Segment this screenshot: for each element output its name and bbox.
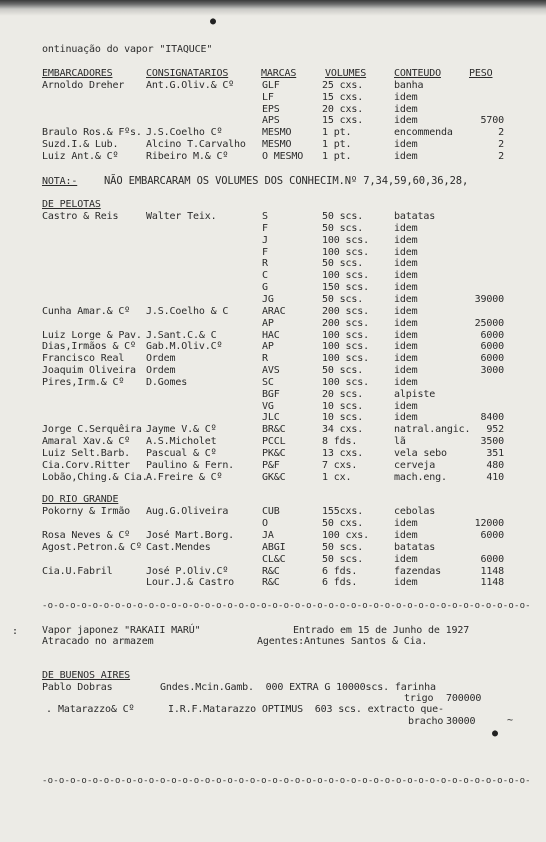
vessel-arrival: Entrado em 15 de Junho de 1927	[293, 625, 470, 636]
cell-vol: 1 pt.	[322, 150, 352, 162]
cell-cont: idem	[394, 222, 418, 234]
cell-cont: banha	[394, 80, 424, 91]
cell-cont: idem	[394, 517, 418, 529]
cell-mark: O MESMO	[262, 150, 304, 162]
cell-cont: cerveja	[394, 459, 436, 471]
cell-cont: idem	[394, 400, 418, 412]
cell-mark: CL&C	[262, 553, 286, 565]
cell-ship: Pires,Irm.& Cº	[42, 376, 125, 388]
cell-mark: BR&C	[262, 424, 286, 436]
cell-vol: 50 scs.	[322, 222, 364, 234]
cell-mark: P&F	[262, 459, 280, 471]
cell-ship: Cia.U.Fabril	[42, 565, 113, 577]
cell-vol: 25 cxs.	[322, 80, 364, 91]
cell-vol: 20 cxs.	[322, 103, 364, 115]
cell-mark: LF	[262, 91, 274, 103]
cell-cont: idem	[394, 234, 418, 246]
cell-vol: 10 scs.	[322, 400, 364, 412]
cell-cont: idem	[394, 412, 418, 424]
cell-cons: Ordem	[146, 353, 176, 365]
cell-mark: S	[262, 211, 268, 222]
margin-mark: :	[12, 626, 19, 637]
cell-ship: Cia.Corv.Ritter	[42, 459, 131, 471]
cell-vol: 6 fds.	[322, 577, 358, 589]
col-header-content: CONTEUDO	[394, 68, 441, 79]
cell-cons: Gab.M.Oliv.Cº	[146, 341, 223, 353]
cell-peso: 6000	[480, 553, 504, 565]
cell-peso: 6000	[480, 341, 504, 353]
cell-peso: 2	[498, 150, 504, 162]
cell-mark: R	[262, 353, 268, 365]
cell-ship: Amaral Xav.& Cº	[42, 436, 131, 448]
ba-content-2b: bracho	[408, 716, 444, 727]
cell-mark: R&C	[262, 577, 280, 589]
cell-mark: SC	[262, 376, 274, 388]
cell-cont: idem	[394, 305, 418, 317]
vessel-berth: Atracado no armazem	[42, 636, 154, 647]
cell-cont: cebolas	[394, 506, 436, 517]
cell-cont: idem	[394, 529, 418, 541]
cell-vol: 50 scs.	[322, 258, 364, 270]
cell-peso: 6000	[480, 329, 504, 341]
cell-vol: 50 cxs.	[322, 517, 364, 529]
cell-cont: idem	[394, 258, 418, 270]
cell-vol: 1 pt.	[322, 127, 352, 139]
cell-ship: Arnoldo Dreher	[42, 80, 125, 91]
cell-ship: Luiz Ant.& Cº	[42, 150, 119, 162]
cell-vol: 8 fds.	[322, 436, 358, 448]
cell-mark: G	[262, 282, 268, 294]
cell-cons: J.Sant.C.& C	[146, 329, 217, 341]
cell-mark: ABGI	[262, 541, 286, 553]
cell-ship: Pokorny & Irmão	[42, 506, 131, 517]
cell-cont: idem	[394, 270, 418, 282]
cell-vol: 7 cxs.	[322, 459, 358, 471]
cell-mark: J	[262, 234, 268, 246]
cell-mark: O	[262, 517, 268, 529]
cell-cont: fazendas	[394, 565, 441, 577]
cell-cont: natral.angic.	[394, 424, 471, 436]
cell-cont: idem	[394, 376, 418, 388]
cell-cont: idem	[394, 115, 418, 127]
cell-peso: 952	[486, 424, 504, 436]
ba-content-1b: trigo	[404, 693, 434, 704]
cell-peso: 480	[486, 459, 504, 471]
cell-vol: 200 scs.	[322, 317, 369, 329]
cell-vol: 50 scs.	[322, 541, 364, 553]
note-text: NÃO EMBARCARAM OS VOLUMES DOS CONHECIM.Nº 7,34,59,60,36,28,	[104, 175, 469, 187]
cell-vol: 155cxs.	[322, 506, 364, 517]
cell-peso: 12000	[474, 517, 504, 529]
cell-vol: 100 scs.	[322, 234, 369, 246]
cell-mark: EPS	[262, 103, 280, 115]
ba-weight-1: 700000	[446, 693, 482, 704]
margin-mark: ●	[492, 728, 499, 739]
cell-cont: idem	[394, 577, 418, 589]
cell-vol: 50 scs.	[322, 293, 364, 305]
cell-cont: batatas	[394, 211, 436, 222]
cell-vol: 100 scs.	[322, 270, 369, 282]
cell-vol: 200 scs.	[322, 305, 369, 317]
cell-vol: 100 scs.	[322, 329, 369, 341]
cell-peso: 3500	[480, 436, 504, 448]
cell-mark: MESMO	[262, 139, 292, 150]
cell-cons: J.S.Coelho & C	[146, 305, 229, 317]
cell-mark: PCCL	[262, 436, 286, 448]
cell-vol: 100 cxs.	[322, 529, 369, 541]
cell-mark: GK&C	[262, 471, 286, 483]
cell-mark: JLC	[262, 412, 280, 424]
separator-line: -o-o-o-o-o-o-o-o-o-o-o-o-o-o-o-o-o-o-o-o-o-o-o-o-o-o-o-o-o-o-o-o-o-o-o-o-o-o-o-o-o-o-o-	[42, 601, 531, 611]
document-title: ontinuação do vapor "ITAQUCE"	[42, 44, 213, 55]
col-header-volumes: VOLUMES	[325, 68, 367, 79]
cell-mark: APS	[262, 115, 280, 127]
cell-mark: HAC	[262, 329, 280, 341]
cell-peso: 25000	[474, 317, 504, 329]
cell-cons: Alcino T.Carvalho	[146, 139, 246, 150]
col-header-weight: PESO	[469, 68, 493, 79]
margin-mark: .	[46, 704, 53, 715]
section-heading-rio-grande: DO RIO GRANDE	[42, 494, 119, 505]
cell-mark: GLF	[262, 80, 280, 91]
cell-mark: PK&C	[262, 448, 286, 459]
cell-peso: 8400	[480, 412, 504, 424]
cell-cont: idem	[394, 365, 418, 377]
cell-cont: idem	[394, 91, 418, 103]
cell-ship: Suzd.I.& Lub.	[42, 139, 119, 150]
cell-ship: Lobão,Ching.& Cia.	[42, 471, 148, 483]
cell-mark: AP	[262, 341, 274, 353]
cell-cont: encommenda	[394, 127, 453, 139]
cell-cons: Walter Teix.	[146, 211, 217, 222]
cell-ship: Joaquim Oliveira	[42, 365, 136, 377]
cell-ship: Francisco Real	[42, 353, 125, 365]
col-header-marks: MARCAS	[261, 68, 297, 79]
cell-cons: Paulino & Fern.	[146, 459, 235, 471]
cell-ship: Luiz Lorge & Pav.	[42, 329, 142, 341]
cell-vol: 100 scs.	[322, 376, 369, 388]
cell-vol: 15 cxs.	[322, 91, 364, 103]
cell-vol: 150 scs.	[322, 282, 369, 294]
cell-vol: 1 pt.	[322, 139, 352, 150]
col-header-shipper: EMBARCADORES	[42, 68, 113, 79]
cell-mark: R	[262, 258, 268, 270]
cell-cont: idem	[394, 317, 418, 329]
cell-mark: R&C	[262, 565, 280, 577]
cell-mark: VG	[262, 400, 274, 412]
cell-cons: J.S.Coelho Cº	[146, 127, 223, 139]
cell-vol: 15 cxs.	[322, 115, 364, 127]
cell-cons: Lour.J.& Castro	[146, 577, 235, 589]
ba-shipper-1: Pablo Dobras	[42, 682, 113, 693]
cell-cons: Ordem	[146, 365, 176, 377]
cell-vol: 10 scs.	[322, 412, 364, 424]
cell-peso: 5700	[480, 115, 504, 127]
col-header-consignee: CONSIGNATARIOS	[146, 68, 229, 79]
cell-peso: 351	[486, 448, 504, 459]
cell-peso: 6000	[480, 529, 504, 541]
cell-mark: F	[262, 222, 268, 234]
cell-vol: 50 scs.	[322, 553, 364, 565]
cell-mark: BGF	[262, 388, 280, 400]
cell-cont: idem	[394, 246, 418, 258]
cell-vol: 13 cxs.	[322, 448, 364, 459]
cell-cont: idem	[394, 293, 418, 305]
cell-cons: A.S.Micholet	[146, 436, 217, 448]
ink-blot-mark: ●	[210, 16, 217, 27]
cell-ship: Rosa Neves & Cº	[42, 529, 131, 541]
cell-peso: 3000	[480, 365, 504, 377]
cell-cons: D.Gomes	[146, 376, 188, 388]
cell-ship: Cunha Amar.& Cº	[42, 305, 131, 317]
cell-peso: 1148	[480, 565, 504, 577]
cell-vol: 34 cxs.	[322, 424, 364, 436]
cell-mark: AP	[262, 317, 274, 329]
cell-mark: JA	[262, 529, 274, 541]
ba-weight-2: 30000	[446, 716, 476, 727]
cell-cons: Aug.G.Oliveira	[146, 506, 229, 517]
cell-ship: Castro & Reis	[42, 211, 119, 222]
cell-vol: 6 fds.	[322, 565, 358, 577]
cell-mark: CUB	[262, 506, 280, 517]
section-heading-pelotas: DE PELOTAS	[42, 199, 101, 210]
cell-cont: idem	[394, 103, 418, 115]
ba-row-2: I.R.F.Matarazzo OPTIMUS 603 scs. extracto que-	[168, 704, 444, 715]
cell-mark: F	[262, 246, 268, 258]
cell-cont: lã	[394, 436, 406, 448]
vessel-name: Vapor japonez "RAKAII MARÚ"	[42, 625, 201, 636]
cell-mark: JG	[262, 293, 274, 305]
cell-vol: 100 scs.	[322, 246, 369, 258]
cell-cons: A.Freire & Cº	[146, 471, 223, 483]
cell-peso: 6000	[480, 353, 504, 365]
cell-peso: 1148	[480, 577, 504, 589]
vessel-agents: Agentes:Antunes Santos & Cia.	[257, 636, 428, 647]
cell-vol: 100 scs.	[322, 353, 369, 365]
cell-vol: 1 cx.	[322, 471, 352, 483]
cell-mark: MESMO	[262, 127, 292, 139]
cell-ship: Jorge C.Serquêira	[42, 424, 142, 436]
cell-cons: Cast.Mendes	[146, 541, 211, 553]
cell-vol: 50 scs.	[322, 211, 364, 222]
cell-peso: 2	[498, 139, 504, 150]
section-heading-buenos-aires: DE BUENOS AIRES	[42, 670, 131, 681]
cell-peso: 39000	[474, 293, 504, 305]
cell-mark: ARAC	[262, 305, 286, 317]
cell-cons: José P.Oliv.Cº	[146, 565, 229, 577]
ba-shipper-2: Matarazzo& Cº	[58, 704, 135, 715]
cell-ship: Luiz Selt.Barb.	[42, 448, 131, 459]
cell-cons: José Mart.Borg.	[146, 529, 235, 541]
cell-ship: Agost.Petron.& Cº	[42, 541, 142, 553]
cell-cons: Ant.G.Oliv.& Cº	[146, 80, 235, 91]
cell-cont: idem	[394, 353, 418, 365]
cell-vol: 20 scs.	[322, 388, 364, 400]
cell-cons: Pascual & Cº	[146, 448, 217, 459]
ba-row-1: Gndes.Mcin.Gamb. 000 EXTRA G 10000scs. farinha	[160, 682, 436, 693]
cell-ship: Dias,Irmãos & Cº	[42, 341, 136, 353]
cell-cons: Ribeiro M.& Cº	[146, 150, 229, 162]
cell-cont: idem	[394, 150, 418, 162]
cell-cont: batatas	[394, 541, 436, 553]
scan-top-edge	[0, 0, 546, 16]
cell-cont: idem	[394, 341, 418, 353]
cell-cont: mach.eng.	[394, 471, 447, 483]
cell-ship: Braulo Ros.& Fºs.	[42, 127, 142, 139]
cell-cont: idem	[394, 282, 418, 294]
cell-mark: C	[262, 270, 268, 282]
cell-cont: vela sebo	[394, 448, 447, 459]
cell-cont: idem	[394, 329, 418, 341]
cell-cont: alpiste	[394, 388, 436, 400]
cell-peso: 410	[486, 471, 504, 483]
cell-vol: 50 scs.	[322, 365, 364, 377]
cell-cons: Jayme V.& Cº	[146, 424, 217, 436]
cell-vol: 100 scs.	[322, 341, 369, 353]
cell-cont: idem	[394, 553, 418, 565]
separator-line-bottom: -o-o-o-o-o-o-o-o-o-o-o-o-o-o-o-o-o-o-o-o-o-o-o-o-o-o-o-o-o-o-o-o-o-o-o-o-o-o-o-o-o-o-o-	[42, 776, 531, 786]
cell-peso: 2	[498, 127, 504, 139]
margin-mark: ~	[507, 715, 514, 726]
cell-cont: idem	[394, 139, 418, 150]
cell-mark: AVS	[262, 365, 280, 377]
note-label: NOTA:-	[42, 176, 78, 187]
